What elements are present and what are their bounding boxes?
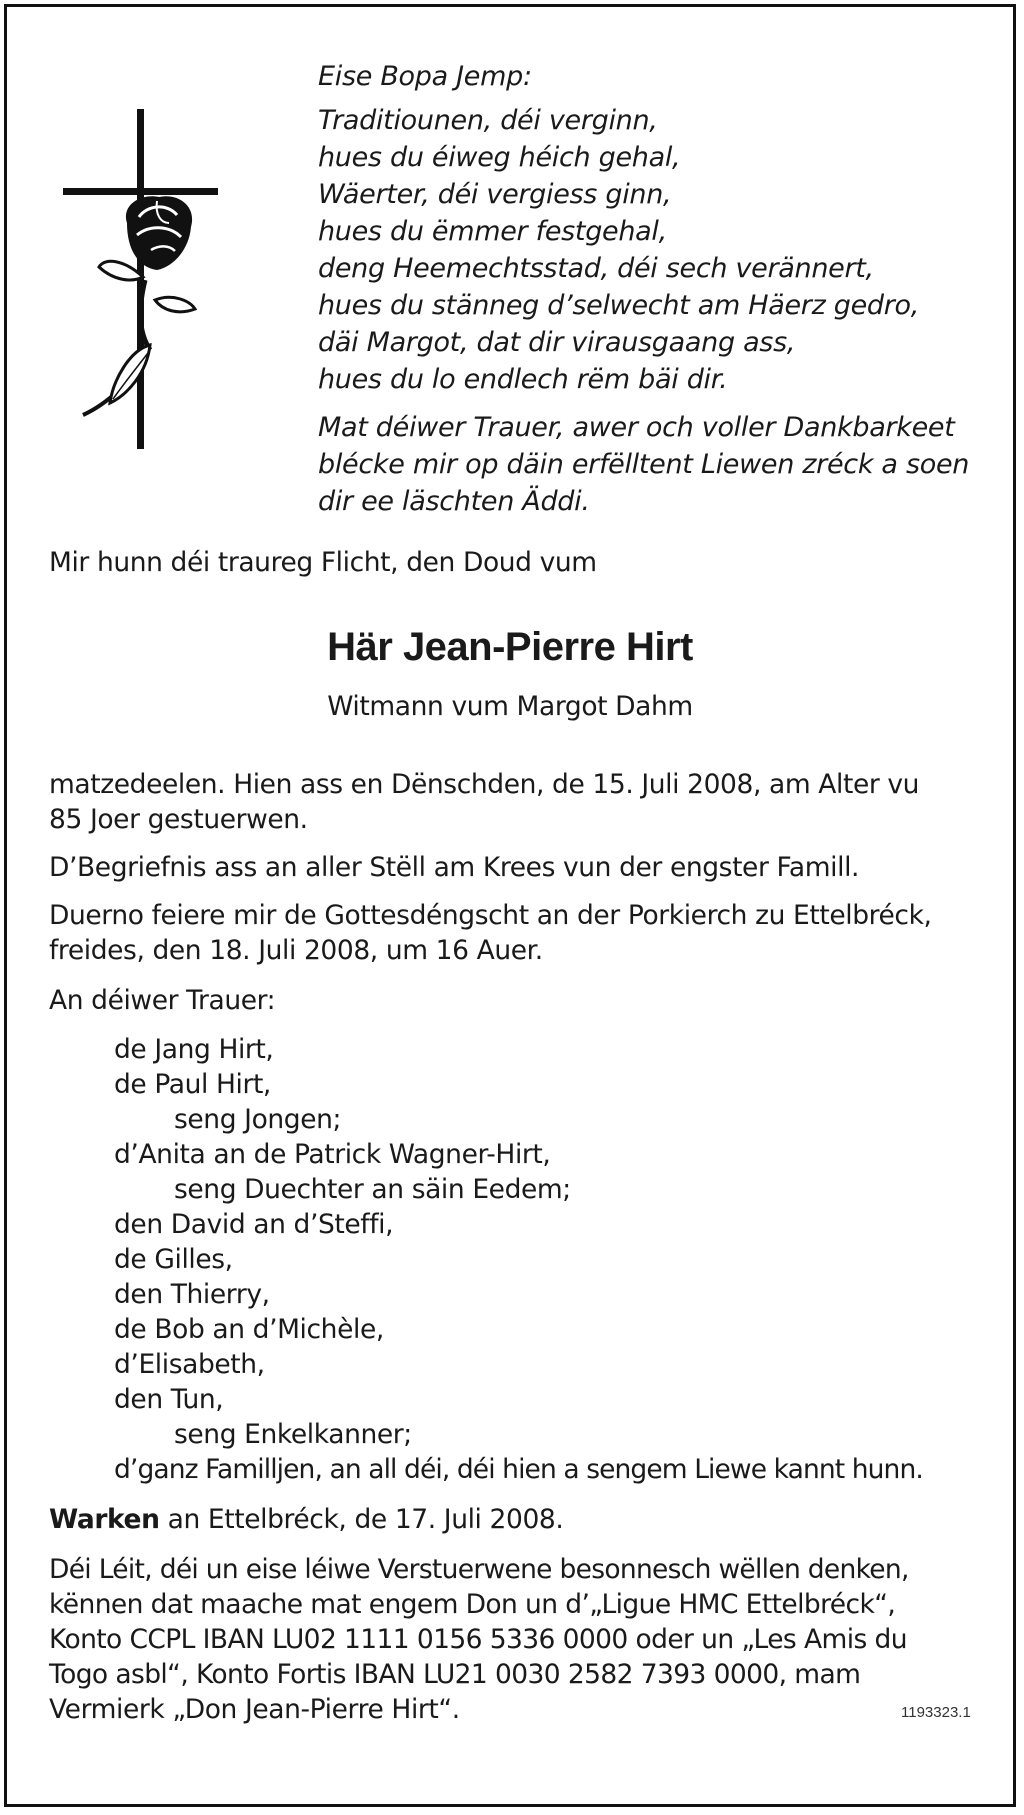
cross-with-rose-icon — [55, 105, 225, 455]
place-date — [49, 1504, 563, 1535]
mourner-line: den David an d’Steffi, — [114, 1209, 394, 1240]
poem-verse-line: däi Margot, dat dir virausgaang ass, — [318, 327, 796, 358]
poem-verse-line: hues du éiweg héich gehal, — [318, 142, 681, 173]
deceased-subtitle: Witmann vum Margot Dahm — [327, 691, 693, 722]
burial-text: D’Begriefnis ass an aller Stëll am Krees vun der engster Famill. — [49, 852, 860, 883]
mourner-line: d’Elisabeth, — [114, 1349, 265, 1380]
mass-line: Duerno feiere mir de Gottesdéngscht an der Porkierch zu Ettelbréck, — [49, 900, 932, 931]
announcement-line: 85 Joer gestuerwen. — [49, 804, 308, 835]
mourner-line: d’ganz Familljen, an all déi, déi hien a sengem Liewe kannt hunn. — [114, 1454, 923, 1485]
place-date-rest: an Ettelbréck, de 17. Juli 2008. — [159, 1504, 564, 1535]
mourner-line: de Paul Hirt, — [114, 1069, 271, 1100]
place-name: Warken — [49, 1504, 160, 1535]
mourner-line: de Bob an d’Michèle, — [114, 1314, 384, 1345]
mourner-line: den Thierry, — [114, 1279, 270, 1310]
mourner-line: den Tun, — [114, 1384, 224, 1415]
obituary-frame — [4, 4, 1016, 1807]
poem-verse-line: hues du lo endlech rëm bäi dir. — [318, 364, 728, 395]
poem-verse-line: Traditiounen, déi verginn, — [318, 105, 658, 136]
mourner-line: seng Duechter an säin Eedem; — [174, 1174, 571, 1205]
mourners-heading: An déiwer Trauer: — [49, 985, 276, 1016]
donation-line: Vermierk „Don Jean-Pierre Hirt“. — [49, 1694, 460, 1725]
poem-verse-line: hues du ëmmer festgehal, — [318, 216, 667, 247]
poem-verse-line: hues du stänneg d’selwecht am Häerz gedro, — [318, 290, 920, 321]
deceased-name: Här Jean-Pierre Hirt — [327, 625, 693, 669]
poem-closing-line: dir ee läschten Äddi. — [318, 486, 590, 517]
mourner-line: d’Anita an de Patrick Wagner-Hirt, — [114, 1139, 551, 1170]
mourner-line: de Jang Hirt, — [114, 1034, 274, 1065]
intro-text: Mir hunn déi traureg Flicht, den Doud vum — [49, 547, 597, 578]
donation-line: Konto CCPL IBAN LU02 1111 0156 5336 0000 oder un „Les Amis du — [49, 1624, 907, 1655]
mourner-line: seng Jongen; — [174, 1104, 342, 1135]
donation-line: Togo asbl“, Konto Fortis IBAN LU21 0030 2582 7393 0000, mam — [49, 1659, 861, 1690]
reference-number: 1193323.1 — [901, 1704, 971, 1721]
poem-verse-line: Wäerter, déi vergiess ginn, — [318, 179, 672, 210]
poem-verse-line: deng Heemechtsstad, déi sech verännert, — [318, 253, 874, 284]
announcement-line: matzedeelen. Hien ass en Dënschden, de 15. Juli 2008, am Alter vu — [49, 769, 920, 800]
donation-line: Déi Léit, déi un eise léiwe Verstuerwene besonnesch wëllen denken, — [49, 1554, 909, 1585]
mourner-line: seng Enkelkanner; — [174, 1419, 412, 1450]
mass-line: freides, den 18. Juli 2008, um 16 Auer. — [49, 935, 543, 966]
poem-closing-line: blécke mir op däin erfëlltent Liewen zréck a soen — [318, 449, 970, 480]
donation-line: kënnen dat maache mat engem Don un d’„Ligue HMC Ettelbréck“, — [49, 1589, 896, 1620]
mourner-line: de Gilles, — [114, 1244, 233, 1275]
poem-closing-line: Mat déiwer Trauer, awer och voller Dankbarkeet — [318, 412, 955, 443]
poem-heading: Eise Bopa Jemp: — [318, 61, 532, 92]
